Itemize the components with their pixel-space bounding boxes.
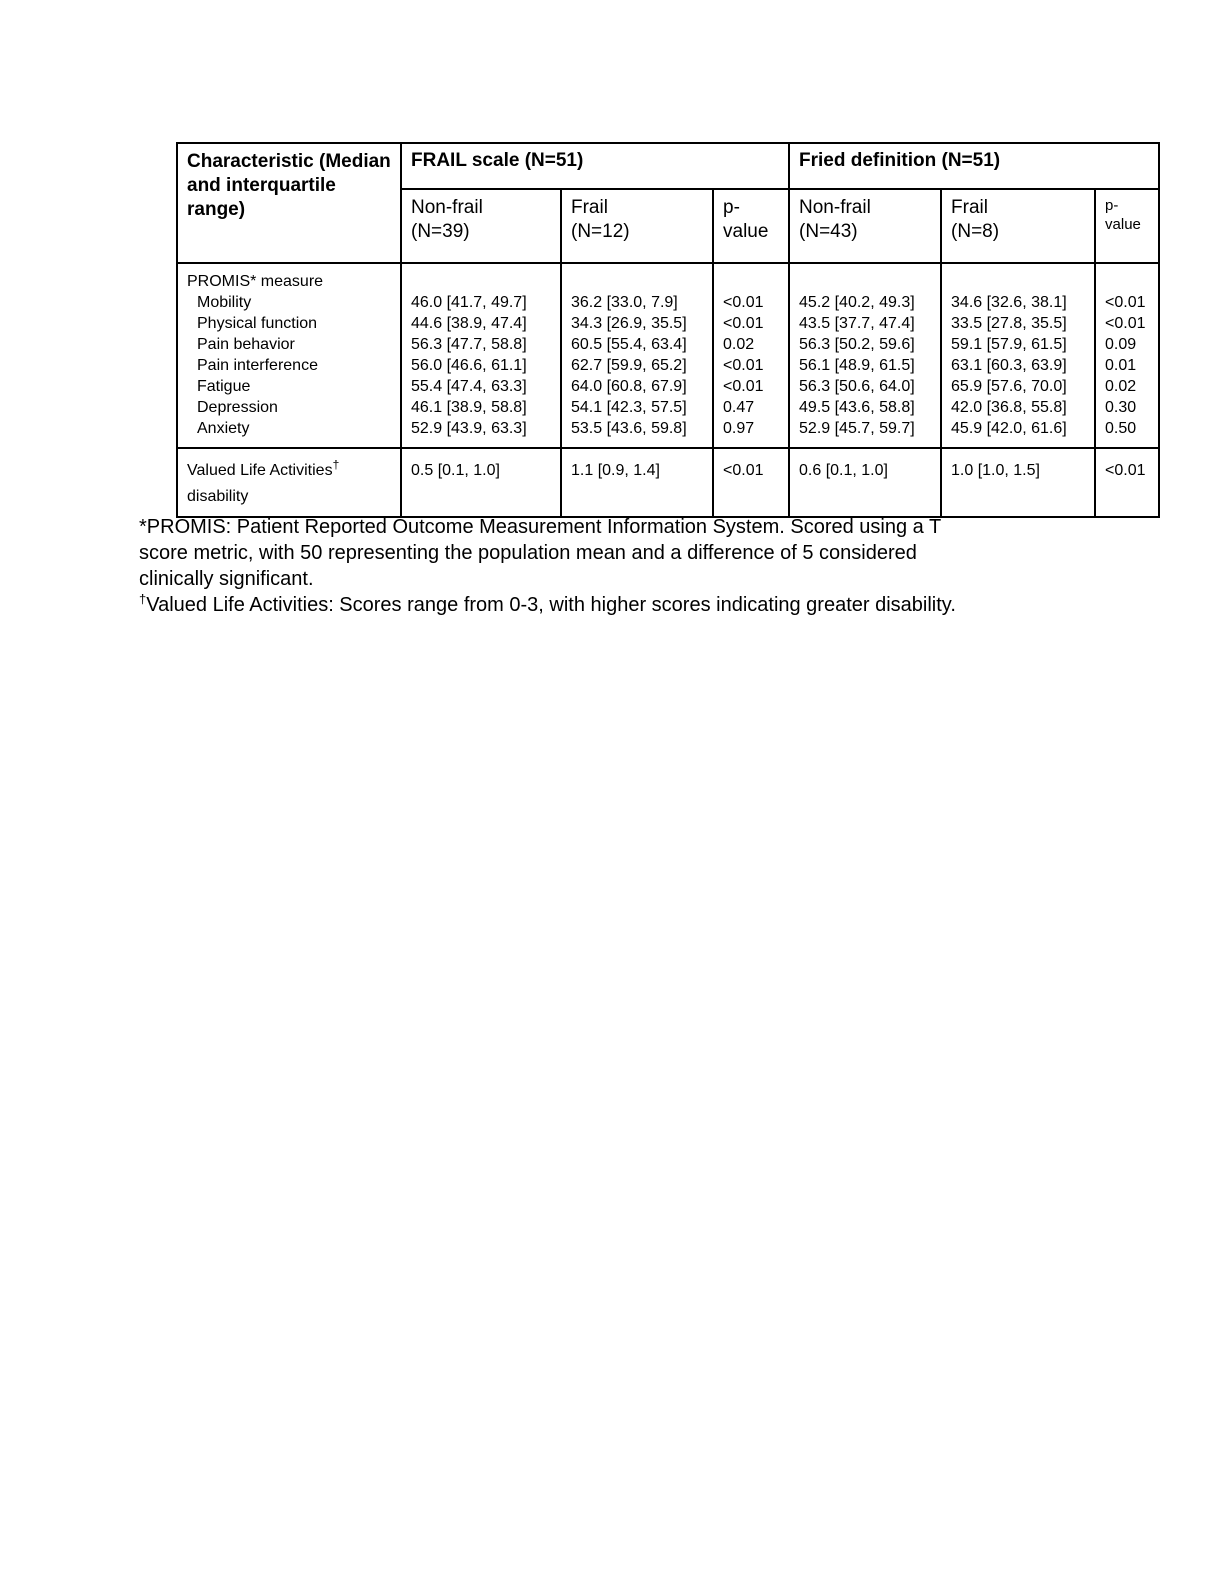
column-header-line: Non-frail [799,197,871,218]
spacer-line [1105,271,1150,292]
promis-section-row [177,263,1159,448]
footnote-promis-line2: score metric, with 50 representing the population mean and a difference of 5 considered [139,542,917,564]
pvalue-cell: <0.01 [723,357,764,374]
group-header-row [177,143,1159,189]
pvalue-cell: 0.97 [723,420,755,437]
row-label-pain-behavior: Pain behavior [197,336,295,353]
frail-nonfrail-column-header [401,189,561,263]
row-label-depression: Depression [197,399,278,416]
footnote-vla-text: Valued Life Activities: Scores range from 0-3, with higher scores indicating greater disability. [146,594,956,616]
column-header-line: value [1105,216,1141,233]
column-header-line: Non-frail [411,197,483,218]
characteristic-column-header: Characteristic (Median and interquartile range) [177,143,401,263]
vla-fried-nonfrail-value: 0.6 [0.1, 1.0] [789,448,941,517]
frail-pvalue-column-header [713,189,789,263]
vla-frail-pvalue: <0.01 [713,448,789,517]
footnote-promis-line3: clinically significant. [139,568,314,590]
column-header-line: (N=43) [799,221,858,242]
value-cell: 52.9 [45.7, 59.7] [799,420,915,437]
row-label-mobility: Mobility [197,294,252,311]
value-cell: 34.6 [32.6, 38.1] [951,294,1067,311]
value-cell: 45.2 [40.2, 49.3] [799,294,915,311]
column-header-line: (N=12) [571,221,630,242]
pvalue-cell: <0.01 [723,315,764,332]
column-header-line: Frail [571,197,608,218]
value-cell: 42.0 [36.8, 55.8] [951,399,1067,416]
pvalue-cell: <0.01 [723,378,764,395]
fried-pvalue-column-header [1095,189,1159,263]
column-header-line: (N=8) [951,221,1000,242]
vla-label-line1 [187,458,392,484]
frail-nonfrail-values-cell [401,263,561,448]
pvalue-cell: <0.01 [723,294,764,311]
column-header-line: Frail [951,197,988,218]
spacer-line [951,271,1086,292]
value-cell: 33.5 [27.8, 35.5] [951,315,1067,332]
value-cell: 65.9 [57.6, 70.0] [951,378,1067,395]
spacer-line [799,271,932,292]
value-cell: 60.5 [55.4, 63.4] [571,336,687,353]
value-cell: 49.5 [43.6, 58.8] [799,399,915,416]
vla-fried-pvalue: <0.01 [1095,448,1159,517]
value-cell: 54.1 [42.3, 57.5] [571,399,687,416]
column-header-line: p- [723,197,740,218]
value-cell: 43.5 [37.7, 47.4] [799,315,915,332]
footnote-promis-line1: *PROMIS: Patient Reported Outcome Measurement Information System. Scored using a T [139,516,942,538]
value-cell: 55.4 [47.4, 63.3] [411,378,527,395]
pvalue-cell: 0.50 [1105,420,1137,437]
footnotes [139,514,1119,618]
pvalue-cell: 0.09 [1105,336,1137,353]
vla-label-line2: disability [187,488,249,505]
spacer-line [723,271,780,292]
spacer-line [571,271,704,292]
row-label-pain-interference: Pain interference [197,357,318,374]
pvalue-cell: 0.47 [723,399,755,416]
value-cell: 44.6 [38.9, 47.4] [411,315,527,332]
dagger-symbol: † [332,457,340,472]
row-label-anxiety: Anxiety [197,420,250,437]
vla-label-text: Valued Life Activities [187,462,333,479]
frailty-comparison-table [176,142,1160,518]
fried-definition-group-header: Fried definition (N=51) [789,143,1159,189]
fried-frail-values-cell [941,263,1095,448]
value-cell: 34.3 [26.9, 35.5] [571,315,687,332]
fried-pvalue-values-cell [1095,263,1159,448]
value-cell: 56.0 [46.6, 61.1] [411,357,527,374]
value-cell: 59.1 [57.9, 61.5] [951,336,1067,353]
column-header-line: (N=39) [411,221,470,242]
value-cell: 52.9 [43.9, 63.3] [411,420,527,437]
promis-group-label: PROMIS* measure [187,273,324,290]
vla-frail-frail-value: 1.1 [0.9, 1.4] [561,448,713,517]
fried-nonfrail-column-header [789,189,941,263]
pvalue-cell: 0.30 [1105,399,1137,416]
row-label-physical-function: Physical function [197,315,318,332]
fried-frail-column-header [941,189,1095,263]
promis-label-cell [177,263,401,448]
fried-nonfrail-values-cell [789,263,941,448]
spacer-line [411,271,552,292]
row-label-fatigue: Fatigue [197,378,251,395]
value-cell: 56.3 [50.2, 59.6] [799,336,915,353]
vla-label-cell [177,448,401,517]
footnote-vla-line [139,592,1119,618]
value-cell: 64.0 [60.8, 67.9] [571,378,687,395]
value-cell: 62.7 [59.9, 65.2] [571,357,687,374]
column-header-line: p- [1105,197,1119,214]
frail-frail-values-cell [561,263,713,448]
value-cell: 56.3 [47.7, 58.8] [411,336,527,353]
dagger-symbol: † [139,591,147,607]
value-cell: 46.0 [41.7, 49.7] [411,294,527,311]
value-cell: 56.1 [48.9, 61.5] [799,357,915,374]
pvalue-cell: 0.01 [1105,357,1137,374]
value-cell: 45.9 [42.0, 61.6] [951,420,1067,437]
pvalue-cell: <0.01 [1105,294,1146,311]
value-cell: 56.3 [50.6, 64.0] [799,378,915,395]
value-cell: 46.1 [38.9, 58.8] [411,399,527,416]
frail-pvalue-values-cell [713,263,789,448]
vla-fried-frail-value: 1.0 [1.0, 1.5] [941,448,1095,517]
value-cell: 53.5 [43.6, 59.8] [571,420,687,437]
frail-frail-column-header [561,189,713,263]
pvalue-cell: 0.02 [723,336,755,353]
value-cell: 63.1 [60.3, 63.9] [951,357,1067,374]
value-cell: 36.2 [33.0, 7.9] [571,294,678,311]
vla-frail-nonfrail-value: 0.5 [0.1, 1.0] [401,448,561,517]
pvalue-cell: 0.02 [1105,378,1137,395]
column-header-line: value [723,221,769,242]
vla-row [177,448,1159,517]
pvalue-cell: <0.01 [1105,315,1146,332]
frail-scale-group-header: FRAIL scale (N=51) [401,143,789,189]
